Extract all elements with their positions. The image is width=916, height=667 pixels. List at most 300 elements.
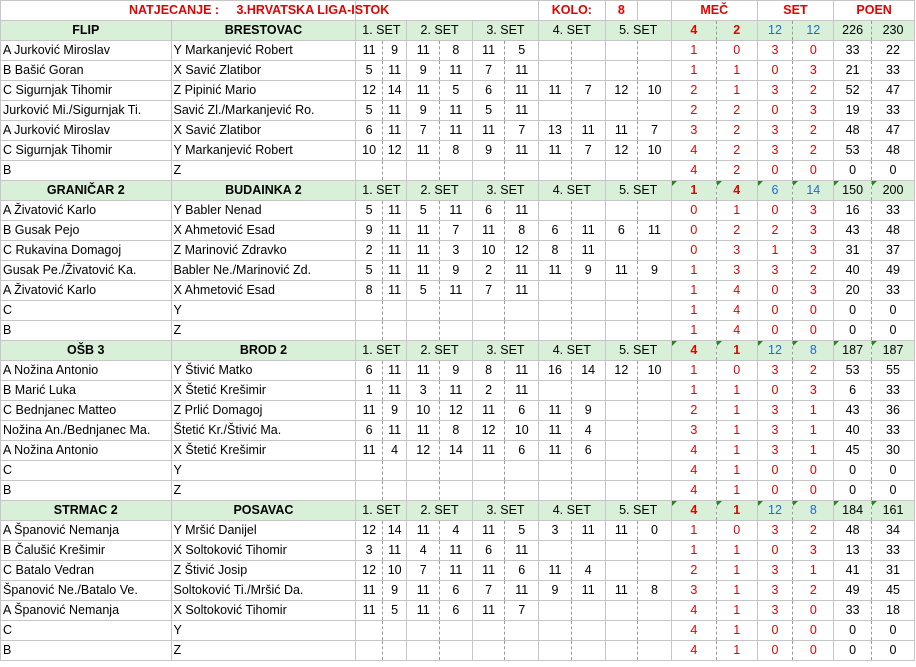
away-team: BRESTOVAC (171, 21, 356, 41)
points-away: 0 (872, 161, 915, 181)
home-player: B Marić Luka (1, 381, 172, 401)
set-score (440, 621, 473, 641)
points-away: 18 (872, 601, 915, 621)
home-player: A Nožina Antonio (1, 441, 172, 461)
set-score: 11 (356, 601, 383, 621)
set-score: 6 (472, 541, 505, 561)
home-player: A Španović Nemanja (1, 601, 172, 621)
points-home: 0 (834, 461, 872, 481)
set-header: 2. SET (407, 501, 472, 521)
points-home: 19 (834, 101, 872, 121)
set-score (407, 461, 440, 481)
set-score (472, 161, 505, 181)
set-score: 11 (440, 541, 473, 561)
set-score: 9 (571, 261, 605, 281)
home-player: C Rukavina Domagoj (1, 241, 172, 261)
game-row (1, 201, 915, 221)
set-score: 11 (382, 361, 407, 381)
running-match-away: 1 (716, 561, 757, 581)
set-score (539, 301, 572, 321)
points-home: 0 (834, 161, 872, 181)
set-score (440, 641, 473, 661)
set-header: 4. SET (539, 341, 605, 361)
set-score: 6 (539, 221, 572, 241)
set-score: 11 (539, 141, 572, 161)
set-score (505, 161, 539, 181)
set-score: 11 (505, 61, 539, 81)
home-player: B (1, 321, 172, 341)
sets-won-home: 0 (757, 541, 793, 561)
set-score: 5 (440, 81, 473, 101)
points-home: 21 (834, 61, 872, 81)
set-score (605, 641, 638, 661)
running-match-away: 0 (716, 521, 757, 541)
running-match-home: 4 (671, 481, 716, 501)
sets-home: 12 (757, 21, 793, 41)
set-score: 5 (356, 201, 383, 221)
sets-won-away: 0 (793, 621, 834, 641)
set-score: 11 (472, 601, 505, 621)
set-score: 12 (382, 141, 407, 161)
set-score (356, 621, 383, 641)
set-score: 4 (571, 561, 605, 581)
set-header: 5. SET (605, 181, 671, 201)
running-match-home: 3 (671, 421, 716, 441)
set-score (638, 601, 672, 621)
sets-won-away: 2 (793, 261, 834, 281)
set-score (356, 481, 383, 501)
set-score (407, 321, 440, 341)
set-score (571, 601, 605, 621)
sets-won-away: 1 (793, 561, 834, 581)
match-score-home: 4 (671, 501, 716, 521)
set-score (382, 481, 407, 501)
running-match-home: 1 (671, 521, 716, 541)
set-header: 4. SET (539, 501, 605, 521)
game-row (1, 361, 915, 381)
points-away: 0 (872, 621, 915, 641)
set-score: 11 (382, 201, 407, 221)
running-match-home: 4 (671, 621, 716, 641)
set-score: 10 (472, 241, 505, 261)
running-match-home: 4 (671, 641, 716, 661)
set-score: 11 (440, 281, 473, 301)
set-score: 11 (605, 121, 638, 141)
set-score: 14 (440, 441, 473, 461)
sets-won-away: 0 (793, 641, 834, 661)
game-row (1, 161, 915, 181)
set-score (382, 161, 407, 181)
set-score: 9 (472, 141, 505, 161)
set-score (605, 381, 638, 401)
running-match-home: 2 (671, 81, 716, 101)
set-score: 9 (539, 581, 572, 601)
sets-won-home: 3 (757, 421, 793, 441)
set-score: 4 (407, 541, 440, 561)
points-away: 47 (872, 121, 915, 141)
match-header-row (1, 341, 915, 361)
sets-won-away: 2 (793, 581, 834, 601)
game-row (1, 141, 915, 161)
away-player: X Štetić Krešimir (171, 441, 356, 461)
sets-won-away: 0 (793, 461, 834, 481)
set-score: 11 (407, 361, 440, 381)
sets-won-home: 3 (757, 121, 793, 141)
game-row (1, 601, 915, 621)
away-player: Z (171, 641, 356, 661)
set-score (605, 481, 638, 501)
points-home: 0 (834, 621, 872, 641)
set-score: 11 (382, 241, 407, 261)
set-score: 11 (505, 541, 539, 561)
set-score: 5 (505, 41, 539, 61)
set-score: 11 (505, 261, 539, 281)
away-player: Z Marinović Zdravko (171, 241, 356, 261)
set-score: 5 (356, 101, 383, 121)
set-score (571, 621, 605, 641)
running-match-home: 0 (671, 221, 716, 241)
home-team: STRMAC 2 (1, 501, 172, 521)
game-row (1, 321, 915, 341)
sets-won-home: 0 (757, 161, 793, 181)
set-score: 11 (571, 581, 605, 601)
running-match-home: 4 (671, 161, 716, 181)
points-away: 33 (872, 281, 915, 301)
set-score: 12 (356, 81, 383, 101)
set-score (605, 241, 638, 261)
set-score: 13 (539, 121, 572, 141)
sets-won-home: 0 (757, 301, 793, 321)
sets-won-away: 0 (793, 321, 834, 341)
set-score: 3 (539, 521, 572, 541)
running-match-home: 1 (671, 381, 716, 401)
set-score: 11 (472, 121, 505, 141)
match-score-away: 1 (716, 341, 757, 361)
set-header: 1. SET (356, 181, 407, 201)
set-score (571, 201, 605, 221)
set-score: 11 (356, 401, 383, 421)
points-home: 53 (834, 141, 872, 161)
sets-won-away: 2 (793, 121, 834, 141)
set-score: 10 (638, 81, 672, 101)
set-score (539, 601, 572, 621)
away-player: Y (171, 461, 356, 481)
set-header: 4. SET (539, 21, 605, 41)
competition-cell (1, 1, 390, 21)
set-score: 11 (539, 441, 572, 461)
set-score (571, 461, 605, 481)
points-home: 0 (834, 481, 872, 501)
away-player: X Štetić Krešimir (171, 381, 356, 401)
points-away: 34 (872, 521, 915, 541)
running-match-away: 4 (716, 281, 757, 301)
set-header: 3. SET (472, 501, 538, 521)
set-score: 11 (505, 361, 539, 381)
set-score: 11 (472, 41, 505, 61)
set-score: 11 (407, 81, 440, 101)
set-score: 11 (638, 221, 672, 241)
set-score: 9 (638, 261, 672, 281)
points-home: 43 (834, 221, 872, 241)
set-score (605, 621, 638, 641)
set-score (539, 541, 572, 561)
points-home: 48 (834, 521, 872, 541)
sets-won-home: 0 (757, 381, 793, 401)
set-score: 9 (407, 101, 440, 121)
running-match-home: 2 (671, 101, 716, 121)
set-score: 14 (382, 81, 407, 101)
match-score-away: 2 (716, 21, 757, 41)
game-row (1, 301, 915, 321)
set-score: 8 (539, 241, 572, 261)
set-score: 11 (407, 41, 440, 61)
away-player: Y Štivić Matko (171, 361, 356, 381)
running-match-home: 4 (671, 141, 716, 161)
away-team: BUDAINKA 2 (171, 181, 356, 201)
points-home: 33 (834, 41, 872, 61)
match-label: MEČ (671, 1, 757, 21)
points-home: 48 (834, 121, 872, 141)
home-player: A Živatović Karlo (1, 201, 172, 221)
points-away: 0 (872, 321, 915, 341)
sets-away: 14 (793, 181, 834, 201)
sets-won-home: 3 (757, 361, 793, 381)
running-match-home: 1 (671, 301, 716, 321)
points-home: 150 (834, 181, 872, 201)
home-player: B Čalušić Krešimir (1, 541, 172, 561)
running-match-away: 0 (716, 41, 757, 61)
set-score: 6 (440, 601, 473, 621)
set-score (539, 61, 572, 81)
set-score (638, 541, 672, 561)
set-score: 11 (505, 581, 539, 601)
set-score: 6 (440, 581, 473, 601)
set-score (571, 381, 605, 401)
set-score: 2 (356, 241, 383, 261)
home-player: A Živatović Karlo (1, 281, 172, 301)
points-home: 13 (834, 541, 872, 561)
set-score: 11 (505, 201, 539, 221)
set-score: 1 (356, 381, 383, 401)
set-header: 1. SET (356, 341, 407, 361)
home-player: Gusak Pe./Živatović Ka. (1, 261, 172, 281)
set-score (638, 481, 672, 501)
away-player: Z (171, 481, 356, 501)
set-score: 12 (605, 361, 638, 381)
set-header: 5. SET (605, 341, 671, 361)
set-score: 4 (440, 521, 473, 541)
away-player: Y Markanjević Robert (171, 41, 356, 61)
game-row (1, 461, 915, 481)
set-score: 14 (571, 361, 605, 381)
set-score (440, 161, 473, 181)
set-header: 2. SET (407, 181, 472, 201)
set-score: 3 (440, 241, 473, 261)
set-score: 6 (505, 561, 539, 581)
running-match-away: 1 (716, 381, 757, 401)
sets-won-home: 3 (757, 41, 793, 61)
set-score (505, 481, 539, 501)
away-player: Y Babler Nenad (171, 201, 356, 221)
home-player: C Sigurnjak Tihomir (1, 81, 172, 101)
running-match-home: 1 (671, 281, 716, 301)
set-score: 11 (440, 121, 473, 141)
points-home: 40 (834, 421, 872, 441)
set-score (605, 281, 638, 301)
sets-won-home: 3 (757, 521, 793, 541)
set-score: 0 (638, 521, 672, 541)
away-player: X Ahmetović Esad (171, 221, 356, 241)
running-match-away: 1 (716, 581, 757, 601)
set-score (407, 301, 440, 321)
set-score (638, 61, 672, 81)
points-home: 6 (834, 381, 872, 401)
running-match-away: 2 (716, 141, 757, 161)
sets-won-home: 0 (757, 101, 793, 121)
set-score: 11 (407, 521, 440, 541)
set-score: 11 (539, 401, 572, 421)
points-home: 40 (834, 261, 872, 281)
sets-won-away: 0 (793, 481, 834, 501)
points-home: 226 (834, 21, 872, 41)
set-score (638, 281, 672, 301)
points-away: 0 (872, 461, 915, 481)
set-score: 2 (472, 261, 505, 281)
points-away: 161 (872, 501, 915, 521)
set-score: 11 (472, 401, 505, 421)
set-score (638, 441, 672, 461)
set-score (505, 641, 539, 661)
points-away: 55 (872, 361, 915, 381)
set-score: 10 (407, 401, 440, 421)
home-player: A Španović Nemanja (1, 521, 172, 541)
sets-won-home: 0 (757, 461, 793, 481)
home-player: Nožina An./Bednjanec Ma. (1, 421, 172, 441)
set-score: 10 (505, 421, 539, 441)
running-match-home: 1 (671, 61, 716, 81)
points-home: 0 (834, 641, 872, 661)
set-score: 11 (382, 541, 407, 561)
home-team: FLIP (1, 21, 172, 41)
set-score: 7 (472, 281, 505, 301)
set-score (571, 641, 605, 661)
set-score: 11 (472, 221, 505, 241)
set-score (472, 621, 505, 641)
running-match-away: 1 (716, 201, 757, 221)
set-score: 11 (356, 581, 383, 601)
running-match-away: 4 (716, 321, 757, 341)
set-score: 9 (356, 221, 383, 241)
set-score: 11 (472, 521, 505, 541)
game-row (1, 221, 915, 241)
set-score (605, 461, 638, 481)
set-header: 5. SET (605, 21, 671, 41)
home-player: A Jurković Miroslav (1, 121, 172, 141)
set-score (638, 461, 672, 481)
running-match-home: 1 (671, 41, 716, 61)
set-score (638, 421, 672, 441)
running-match-home: 3 (671, 581, 716, 601)
points-home: 45 (834, 441, 872, 461)
game-row (1, 561, 915, 581)
set-score (605, 201, 638, 221)
set-score: 11 (382, 381, 407, 401)
running-match-home: 1 (671, 541, 716, 561)
set-score: 11 (505, 101, 539, 121)
home-player: C (1, 301, 172, 321)
set-header: 1. SET (356, 501, 407, 521)
match-score-away: 1 (716, 501, 757, 521)
set-score (571, 281, 605, 301)
sets-won-away: 1 (793, 401, 834, 421)
home-player: B (1, 641, 172, 661)
set-score: 11 (605, 521, 638, 541)
sets-home: 12 (757, 501, 793, 521)
sets-won-home: 3 (757, 261, 793, 281)
set-score: 4 (571, 421, 605, 441)
set-score (638, 201, 672, 221)
sets-won-away: 3 (793, 241, 834, 261)
game-row (1, 481, 915, 501)
set-score: 9 (407, 61, 440, 81)
sets-won-home: 0 (757, 61, 793, 81)
points-away: 47 (872, 81, 915, 101)
points-away: 230 (872, 21, 915, 41)
set-score: 7 (440, 221, 473, 241)
set-score: 11 (472, 441, 505, 461)
set-score (571, 301, 605, 321)
set-score (356, 161, 383, 181)
set-score: 11 (407, 421, 440, 441)
home-player: B (1, 161, 172, 181)
points-away: 45 (872, 581, 915, 601)
set-score (638, 41, 672, 61)
home-player: A Jurković Miroslav (1, 41, 172, 61)
set-score: 10 (382, 561, 407, 581)
game-row (1, 281, 915, 301)
set-score: 8 (440, 421, 473, 441)
set-score (505, 461, 539, 481)
set-score: 11 (407, 221, 440, 241)
set-score: 11 (505, 141, 539, 161)
set-score (571, 321, 605, 341)
away-player: Z (171, 161, 356, 181)
points-away: 33 (872, 421, 915, 441)
set-score: 7 (472, 61, 505, 81)
game-row (1, 421, 915, 441)
game-row (1, 261, 915, 281)
points-away: 0 (872, 481, 915, 501)
sets-won-away: 0 (793, 301, 834, 321)
set-score: 6 (605, 221, 638, 241)
points-away: 48 (872, 221, 915, 241)
set-score: 7 (505, 121, 539, 141)
set-score: 11 (356, 41, 383, 61)
set-score: 11 (382, 421, 407, 441)
away-player: Babler Ne./Marinović Zd. (171, 261, 356, 281)
set-score (440, 481, 473, 501)
set-score: 11 (605, 261, 638, 281)
sets-won-away: 2 (793, 361, 834, 381)
set-score: 11 (382, 281, 407, 301)
sets-won-home: 3 (757, 401, 793, 421)
game-row (1, 401, 915, 421)
points-away: 31 (872, 561, 915, 581)
sets-won-home: 0 (757, 201, 793, 221)
sets-won-home: 2 (757, 221, 793, 241)
points-home: 20 (834, 281, 872, 301)
sets-won-away: 1 (793, 441, 834, 461)
